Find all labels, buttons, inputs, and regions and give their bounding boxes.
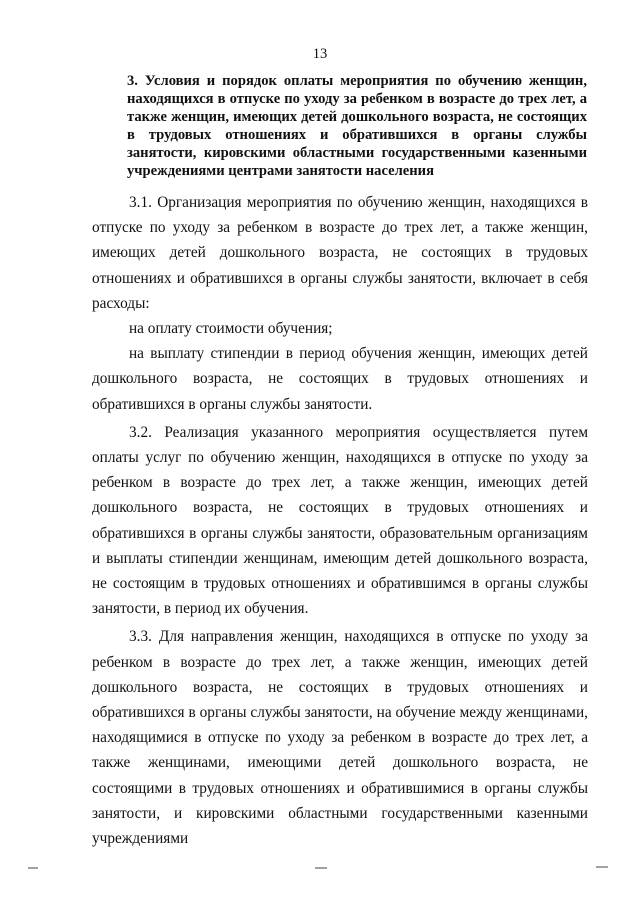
list-item-stipend: на выплату стипендии в период обучения женщин, имеющих детей дошкольного возраста, не состоящих в трудовых отношениях и обратившихся в органы службы занятости.	[92, 345, 588, 413]
scan-artifact-right	[596, 866, 608, 868]
section-heading: 3. Условия и порядок оплаты мероприятия по обучению женщин, находящихся в отпуске по уходу за ребенком в возрасте до трех лет, а также женщин, имеющих детей дошкольного возраста, не состоящих в трудовых отношениях и обратившихся в органы службы занятости, кировскими областными государственными казенными учреждениями центрами занятости населения	[127, 73, 587, 179]
paragraph-3-2: 3.2. Реализация указанного мероприятия осуществляется путем оплаты услуг по обучению женщин, находящихся в отпуске по уходу за ребенком в возрасте до трех лет, а также женщин, имеющих детей дошкольного возраста, не состоящих в трудовых отношениях и обратившихся в органы службы занятости, образовательным организациям и выплаты стипендии женщинам, имеющим детей дошкольного возраста, не состоящим в трудовых отношениях и обратившимся в органы службы занятости, в период их обучения.	[92, 423, 588, 618]
paragraph-3-1: 3.1. Организация мероприятия по обучению женщин, находящихся в отпуске по уходу за ребенком в возрасте до трех лет, а также женщин, имеющих детей дошкольного возраста, не состоящих в трудовых отношениях и обратившихся в органы службы занятости, включает в себя расходы:	[92, 194, 588, 312]
paragraph-3-3: 3.3. Для направления женщин, находящихся в отпуске по уходу за ребенком в возрасте до трех лет, а также женщин, имеющих детей дошкольного возраста, не состоящих в трудовых отношениях и обратившихся в органы службы занятости, на обучение между женщинами, находящимися в отпуске по уходу за ребенком в возрасте до трех лет, а также женщинами, имеющими детей дошкольного возраста, не состоящими в трудовых отношениях и обратившимися в органы службы занятости, и кировскими областными государственными казенными учреждениями	[92, 628, 588, 848]
scan-artifact-left	[28, 867, 38, 869]
scan-artifact-center	[315, 867, 327, 869]
page-number: 13	[312, 46, 328, 62]
section-body	[92, 190, 588, 851]
list-item-tuition: на оплату стоимости обучения;	[129, 320, 333, 338]
